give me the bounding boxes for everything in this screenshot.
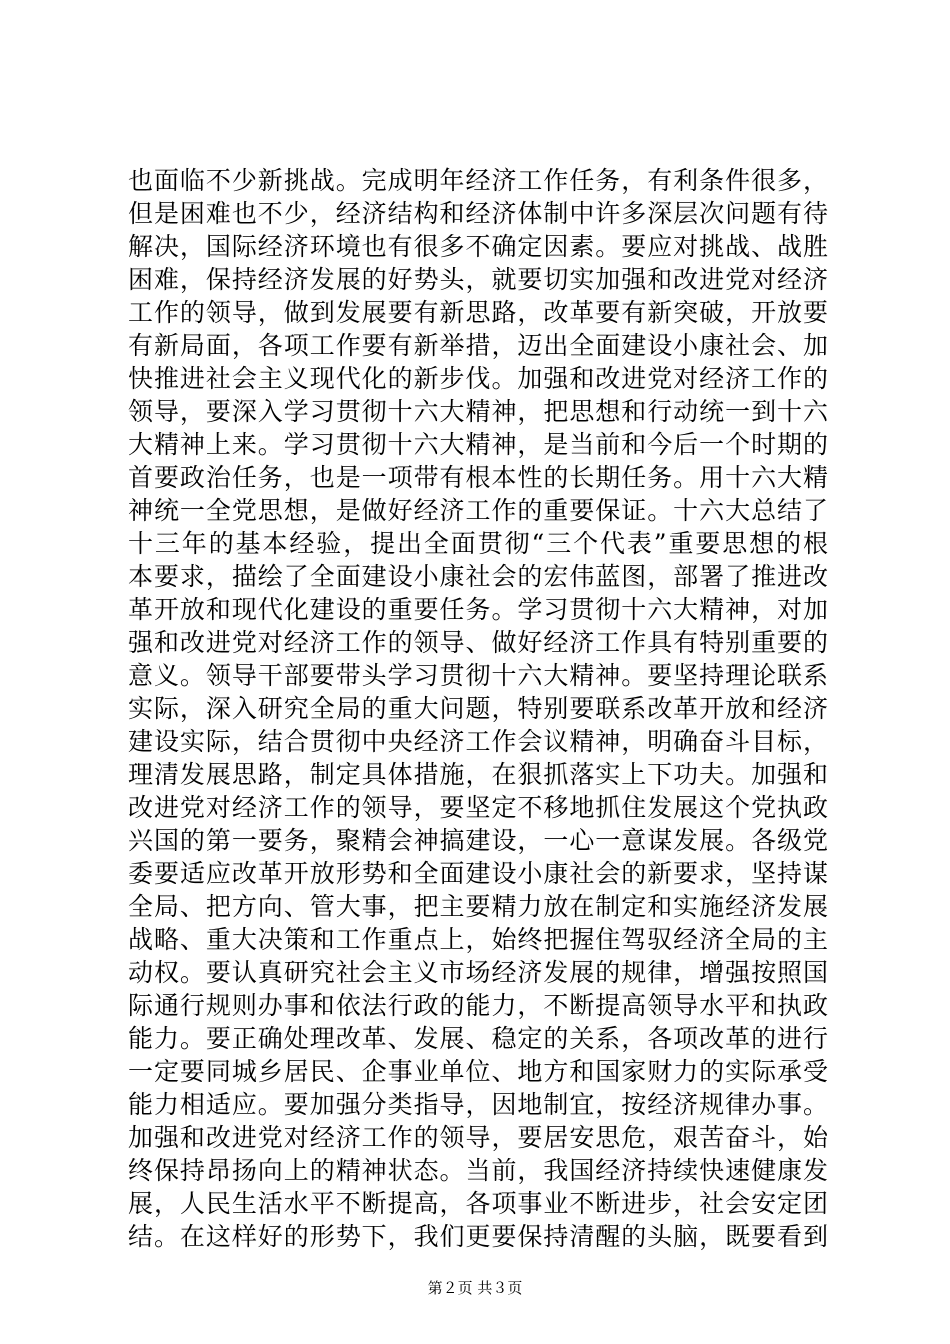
text-line: 革开放和现代化建设的重要任务。学习贯彻十六大精神，对加 bbox=[128, 595, 828, 624]
text-line: 神统一全党思想，是做好经济工作的重要保证。十六大总结了 bbox=[128, 496, 828, 525]
text-line: 解决，国际经济环境也有很多不确定因素。要应对挑战、战胜 bbox=[128, 232, 828, 261]
text-line: 改进党对经济工作的领导，要坚定不移地抓住发展这个党执政 bbox=[128, 793, 828, 822]
text-line: 有新局面，各项工作要有新举措，迈出全面建设小康社会、加 bbox=[128, 331, 828, 360]
text-line: 困难，保持经济发展的好势头，就要切实加强和改进党对经济 bbox=[128, 265, 828, 294]
text-line: 委要适应改革开放形势和全面建设小康社会的新要求，坚持谋 bbox=[128, 859, 828, 888]
text-line: 工作的领导，做到发展要有新思路，改革要有新突破，开放要 bbox=[128, 298, 828, 327]
text-line: 兴国的第一要务，聚精会神搞建设，一心一意谋发展。各级党 bbox=[128, 826, 828, 855]
text-line: 首要政治任务，也是一项带有根本性的长期任务。用十六大精 bbox=[128, 463, 828, 492]
text-line: 能力。要正确处理改革、发展、稳定的关系，各项改革的进行 bbox=[128, 1024, 828, 1053]
text-line: 实际，深入研究全局的重大问题，特别要联系改革开放和经济 bbox=[128, 694, 828, 723]
text-line: 意义。领导干部要带头学习贯彻十六大精神。要坚持理论联系 bbox=[128, 661, 828, 690]
text-line: 战略、重大决策和工作重点上，始终把握住驾驭经济全局的主 bbox=[128, 925, 828, 954]
text-line: 本要求，描绘了全面建设小康社会的宏伟蓝图，部署了推进改 bbox=[128, 562, 828, 591]
text-line: 强和改进党对经济工作的领导、做好经济工作具有特别重要的 bbox=[128, 628, 828, 657]
text-line: 领导，要深入学习贯彻十六大精神，把思想和行动统一到十六 bbox=[128, 397, 828, 426]
text-line: 也面临不少新挑战。完成明年经济工作任务，有利条件很多， bbox=[128, 166, 828, 195]
text-line: 加强和改进党对经济工作的领导，要居安思危，艰苦奋斗，始 bbox=[128, 1123, 828, 1152]
text-line: 但是困难也不少，经济结构和经济体制中许多深层次问题有待 bbox=[128, 199, 828, 228]
text-line: 理清发展思路，制定具体措施，在狠抓落实上下功夫。加强和 bbox=[128, 760, 828, 789]
text-line: 全局、把方向、管大事，把主要精力放在制定和实施经济发展 bbox=[128, 892, 828, 921]
text-line: 一定要同城乡居民、企事业单位、地方和国家财力的实际承受 bbox=[128, 1057, 828, 1086]
text-line: 大精神上来。学习贯彻十六大精神，是当前和今后一个时期的 bbox=[128, 430, 828, 459]
body-text bbox=[128, 164, 828, 1253]
text-line: 能力相适应。要加强分类指导，因地制宜，按经济规律办事。 bbox=[128, 1090, 828, 1119]
text-line: 十三年的基本经验，提出全面贯彻“三个代表”重要思想的根 bbox=[128, 529, 828, 558]
text-line: 快推进社会主义现代化的新步伐。加强和改进党对经济工作的 bbox=[128, 364, 828, 393]
text-line: 际通行规则办事和依法行政的能力，不断提高领导水平和执政 bbox=[128, 991, 828, 1020]
text-line: 结。在这样好的形势下，我们更要保持清醒的头脑，既要看到 bbox=[128, 1222, 828, 1251]
text-line: 建设实际，结合贯彻中央经济工作会议精神，明确奋斗目标， bbox=[128, 727, 828, 756]
text-line: 终保持昂扬向上的精神状态。当前，我国经济持续快速健康发 bbox=[128, 1156, 828, 1185]
text-line: 动权。要认真研究社会主义市场经济发展的规律，增强按照国 bbox=[128, 958, 828, 987]
page-number: 第２页 共３页 bbox=[427, 1279, 523, 1297]
text-line: 展，人民生活水平不断提高，各项事业不断进步，社会安定团 bbox=[128, 1189, 828, 1218]
